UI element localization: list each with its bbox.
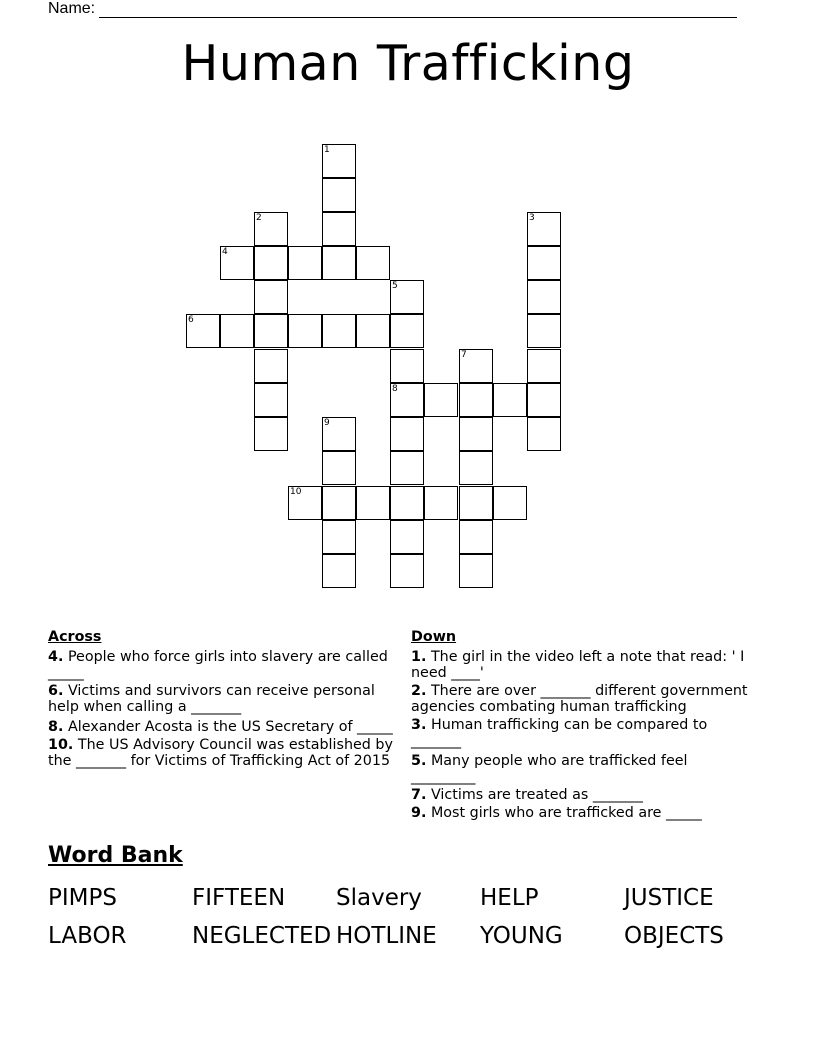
grid-cell[interactable] bbox=[527, 314, 561, 348]
down-heading: Down bbox=[411, 629, 457, 645]
clue-number: 6. bbox=[48, 683, 64, 699]
grid-cell[interactable] bbox=[288, 486, 322, 520]
grid-cell[interactable] bbox=[322, 178, 356, 212]
grid-cell[interactable] bbox=[527, 383, 561, 417]
page-title: Human Trafficking bbox=[181, 35, 635, 92]
clue-down-1 bbox=[411, 649, 756, 681]
grid-cell[interactable] bbox=[322, 417, 356, 451]
clue-text: Many people who are trafficked feel _________ bbox=[411, 753, 688, 785]
word-bank-word: LABOR bbox=[48, 923, 127, 949]
down-clues bbox=[411, 629, 756, 823]
grid-cell[interactable] bbox=[288, 314, 322, 348]
grid-cell[interactable] bbox=[322, 520, 356, 554]
grid-cell[interactable] bbox=[356, 246, 390, 280]
grid-cell[interactable] bbox=[493, 486, 527, 520]
word-bank-word: Slavery bbox=[336, 885, 422, 911]
clue-text: There are over _______ different government agencies combating human trafficking bbox=[411, 683, 748, 715]
word-bank-word: HELP bbox=[480, 885, 539, 911]
clue-across-10 bbox=[48, 737, 398, 769]
word-bank-word: JUSTICE bbox=[624, 885, 714, 911]
grid-cell[interactable] bbox=[424, 383, 458, 417]
clue-number: 4 bbox=[222, 247, 228, 257]
clue-across-4 bbox=[48, 649, 398, 681]
grid-cell[interactable] bbox=[390, 314, 424, 348]
clue-number: 7 bbox=[461, 350, 467, 360]
clue-across-6 bbox=[48, 683, 398, 715]
word-bank-word: OBJECTS bbox=[624, 923, 724, 949]
clue-down-2 bbox=[411, 683, 756, 715]
across-heading: Across bbox=[48, 629, 102, 645]
clue-number: 8. bbox=[48, 719, 64, 735]
grid-cell[interactable] bbox=[527, 349, 561, 383]
clue-number: 9. bbox=[411, 805, 427, 821]
clue-text: Victims and survivors can receive personal help when calling a _______ bbox=[48, 683, 375, 715]
grid-cell[interactable] bbox=[254, 246, 288, 280]
grid-cell[interactable] bbox=[459, 520, 493, 554]
grid-cell[interactable] bbox=[390, 486, 424, 520]
grid-cell[interactable] bbox=[527, 246, 561, 280]
clue-down-9 bbox=[411, 805, 756, 821]
grid-cell[interactable] bbox=[459, 383, 493, 417]
grid-cell[interactable] bbox=[527, 212, 561, 246]
clue-text: Human trafficking can be compared to _______ bbox=[411, 717, 708, 749]
grid-cell[interactable] bbox=[288, 246, 322, 280]
clue-number: 7. bbox=[411, 787, 427, 803]
grid-cell[interactable] bbox=[322, 212, 356, 246]
word-bank-title: Word Bank bbox=[48, 843, 183, 868]
clue-number: 5 bbox=[392, 281, 398, 291]
name-label: Name: bbox=[48, 0, 96, 17]
grid-cell[interactable] bbox=[356, 486, 390, 520]
clue-text: The US Advisory Council was established by the _______ for Victims of Trafficking Act of 2015 bbox=[48, 737, 393, 769]
grid-cell[interactable] bbox=[390, 417, 424, 451]
clue-down-7 bbox=[411, 787, 756, 803]
grid-cell[interactable] bbox=[220, 314, 254, 348]
word-bank-word: NEGLECTED bbox=[192, 923, 332, 949]
grid-cell[interactable] bbox=[459, 349, 493, 383]
word-bank-word: PIMPS bbox=[48, 885, 117, 911]
clue-number: 10 bbox=[290, 487, 302, 497]
grid-cell[interactable] bbox=[424, 486, 458, 520]
clue-down-3 bbox=[411, 717, 756, 749]
grid-cell[interactable] bbox=[390, 520, 424, 554]
grid-cell[interactable] bbox=[322, 314, 356, 348]
grid-cell[interactable] bbox=[459, 451, 493, 485]
grid-cell[interactable] bbox=[322, 554, 356, 588]
clue-number: 1. bbox=[411, 649, 427, 665]
word-bank-word: FIFTEEN bbox=[192, 885, 286, 911]
word-bank-word: HOTLINE bbox=[336, 923, 437, 949]
grid-cell[interactable] bbox=[390, 349, 424, 383]
across-clues bbox=[48, 629, 398, 771]
grid-cell[interactable] bbox=[254, 349, 288, 383]
clue-number: 5. bbox=[411, 753, 427, 769]
clue-number: 2. bbox=[411, 683, 427, 699]
clue-text: The girl in the video left a note that read: ' I need ____' bbox=[411, 649, 745, 681]
clue-number: 2 bbox=[256, 213, 262, 223]
grid-cell[interactable] bbox=[390, 383, 424, 417]
grid-cell[interactable] bbox=[186, 314, 220, 348]
clue-number: 6 bbox=[188, 315, 194, 325]
grid-cell[interactable] bbox=[459, 417, 493, 451]
clue-text: Victims are treated as _______ bbox=[430, 787, 643, 803]
grid-cell[interactable] bbox=[254, 417, 288, 451]
grid-cell[interactable] bbox=[322, 486, 356, 520]
grid-cell[interactable] bbox=[322, 144, 356, 178]
grid-cell[interactable] bbox=[254, 314, 288, 348]
grid-cell[interactable] bbox=[220, 246, 254, 280]
clue-number: 9 bbox=[324, 418, 330, 428]
clue-text: People who force girls into slavery are called _____ bbox=[48, 649, 388, 681]
grid-cell[interactable] bbox=[390, 451, 424, 485]
grid-cell[interactable] bbox=[527, 417, 561, 451]
clue-number: 4. bbox=[48, 649, 64, 665]
clue-across-8 bbox=[48, 719, 398, 735]
grid-cell[interactable] bbox=[493, 383, 527, 417]
grid-cell[interactable] bbox=[254, 383, 288, 417]
grid-cell[interactable] bbox=[322, 451, 356, 485]
clue-down-5 bbox=[411, 753, 756, 785]
clue-number: 3 bbox=[529, 213, 535, 223]
clue-number: 8 bbox=[392, 384, 398, 394]
word-bank-word: YOUNG bbox=[480, 923, 563, 949]
grid-cell[interactable] bbox=[459, 554, 493, 588]
grid-cell[interactable] bbox=[356, 314, 390, 348]
grid-cell[interactable] bbox=[322, 246, 356, 280]
grid-cell[interactable] bbox=[390, 280, 424, 314]
clue-text: Most girls who are trafficked are _____ bbox=[430, 805, 702, 821]
grid-cell[interactable] bbox=[390, 554, 424, 588]
grid-cell[interactable] bbox=[459, 486, 493, 520]
grid-cell[interactable] bbox=[254, 212, 288, 246]
clue-number: 10. bbox=[48, 737, 74, 753]
clue-number: 3. bbox=[411, 717, 427, 733]
clue-text: Alexander Acosta is the US Secretary of _____ bbox=[67, 719, 393, 735]
clue-number: 1 bbox=[324, 145, 330, 155]
grid-cell[interactable] bbox=[254, 280, 288, 314]
grid-cell[interactable] bbox=[527, 280, 561, 314]
